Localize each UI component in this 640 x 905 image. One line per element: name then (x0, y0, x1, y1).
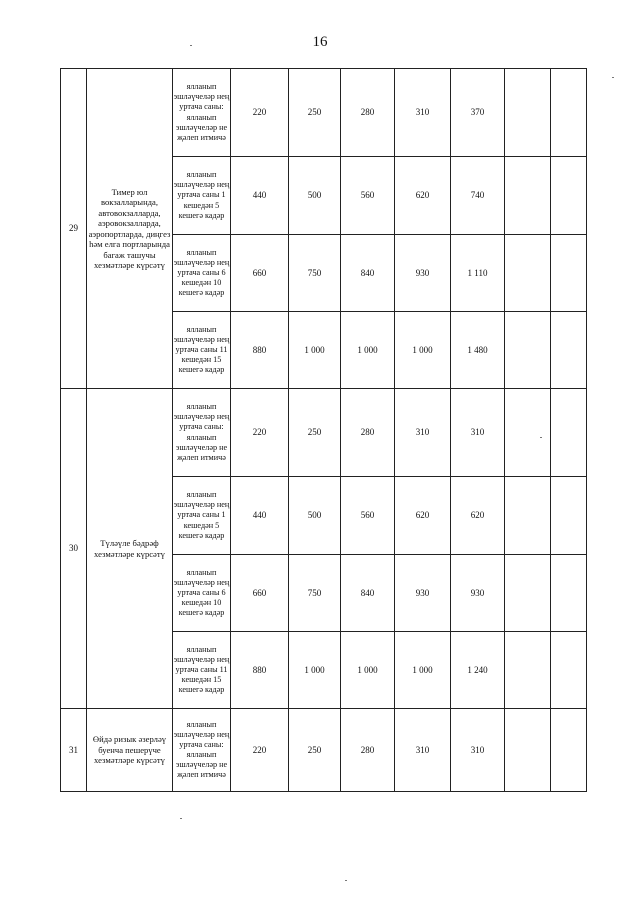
tariff-value: 440 (231, 157, 289, 235)
table-row (61, 69, 587, 157)
tariff-value: 310 (395, 709, 451, 792)
empty-cell (505, 312, 551, 389)
tariff-value: 620 (395, 477, 451, 555)
tariff-table (60, 68, 587, 792)
empty-cell (551, 157, 587, 235)
employee-condition: ялланып эшләүчеләр нең уртача саны 1 кешедән 5 кешегә кадәр (173, 477, 231, 555)
tariff-value: 560 (341, 157, 395, 235)
table-body (61, 69, 587, 792)
tariff-value: 1 000 (395, 632, 451, 709)
employee-condition: ялланып эшләүчеләр нең уртача саны 11 кешедән 15 кешегә кадәр (173, 312, 231, 389)
tariff-value: 1 000 (289, 312, 341, 389)
tariff-value: 310 (395, 389, 451, 477)
tariff-value: 880 (231, 632, 289, 709)
tariff-value: 310 (451, 709, 505, 792)
empty-cell (505, 157, 551, 235)
tariff-value: 1 000 (289, 632, 341, 709)
tariff-value: 880 (231, 312, 289, 389)
empty-cell (551, 69, 587, 157)
tariff-value: 660 (231, 555, 289, 632)
tariff-value: 1 000 (341, 312, 395, 389)
row-number: 30 (61, 389, 87, 709)
empty-cell (505, 709, 551, 792)
tariff-value: 1 240 (451, 632, 505, 709)
tariff-value: 840 (341, 555, 395, 632)
tariff-value: 250 (289, 389, 341, 477)
page-number: 16 (312, 34, 328, 50)
employee-condition: ялланып эшләүчеләр нең уртача саны 11 кешедән 15 кешегә кадәр (173, 632, 231, 709)
tariff-value: 660 (231, 235, 289, 312)
tariff-value: 220 (231, 389, 289, 477)
tariff-value: 220 (231, 709, 289, 792)
service-name: Тимер юл вокзалларында, автовокзалларда, аэровокзалларда, аэропортларда, диңгез һәм елга портларында багаж ташучы хезмәтләре күрсәтү (87, 69, 173, 389)
empty-cell (505, 477, 551, 555)
row-number: 31 (61, 709, 87, 792)
tariff-value: 1 480 (451, 312, 505, 389)
tariff-value: 500 (289, 157, 341, 235)
tariff-value: 1 000 (395, 312, 451, 389)
tariff-value: 930 (395, 555, 451, 632)
empty-cell (505, 235, 551, 312)
tariff-value: 1 000 (341, 632, 395, 709)
tariff-value: 560 (341, 477, 395, 555)
table-row (61, 389, 587, 477)
tariff-value: 1 110 (451, 235, 505, 312)
empty-cell (551, 477, 587, 555)
tariff-value: 620 (395, 157, 451, 235)
empty-cell (551, 312, 587, 389)
employee-condition: ялланып эшләүчеләр нең уртача саны 1 кешедән 5 кешегә кадәр (173, 157, 231, 235)
employee-condition: ялланып эшләүчеләр нең уртача саны: ялланып эшләүчеләр не җәлеп итмичә (173, 709, 231, 792)
employee-condition: ялланып эшләүчеләр нең уртача саны: ялланып эшләүчеләр не җәлеп итмичә (173, 69, 231, 157)
empty-cell (505, 389, 551, 477)
employee-condition: ялланып эшләүчеләр нең уртача саны 6 кешедән 10 кешегә кадәр (173, 235, 231, 312)
employee-condition: ялланып эшләүчеләр нең уртача саны 6 кешедән 10 кешегә кадәр (173, 555, 231, 632)
empty-cell (551, 235, 587, 312)
tariff-value: 840 (341, 235, 395, 312)
tariff-value: 930 (395, 235, 451, 312)
service-name: Түләүле бәдрәф хезмәтләре күрсәтү (87, 389, 173, 709)
empty-cell (551, 709, 587, 792)
tariff-value: 750 (289, 555, 341, 632)
tariff-value: 370 (451, 69, 505, 157)
row-number: 29 (61, 69, 87, 389)
tariff-value: 500 (289, 477, 341, 555)
tariff-value: 750 (289, 235, 341, 312)
tariff-value: 310 (451, 389, 505, 477)
empty-cell (505, 632, 551, 709)
empty-cell (505, 555, 551, 632)
tariff-value: 280 (341, 709, 395, 792)
employee-condition: ялланып эшләүчеләр нең уртача саны: ялланып эшләүчеләр не җәлеп итмичә (173, 389, 231, 477)
tariff-value: 930 (451, 555, 505, 632)
tariff-value: 740 (451, 157, 505, 235)
empty-cell (551, 555, 587, 632)
empty-cell (551, 632, 587, 709)
tariff-value: 280 (341, 389, 395, 477)
tariff-value: 440 (231, 477, 289, 555)
tariff-value: 250 (289, 709, 341, 792)
empty-cell (505, 69, 551, 157)
tariff-value: 250 (289, 69, 341, 157)
tariff-value: 220 (231, 69, 289, 157)
service-name: Өйдә ризык әзерләү буенча пешерүче хезмәтләре күрсәтү (87, 709, 173, 792)
empty-cell (551, 389, 587, 477)
tariff-value: 620 (451, 477, 505, 555)
table-row (61, 709, 587, 792)
tariff-value: 310 (395, 69, 451, 157)
tariff-value: 280 (341, 69, 395, 157)
